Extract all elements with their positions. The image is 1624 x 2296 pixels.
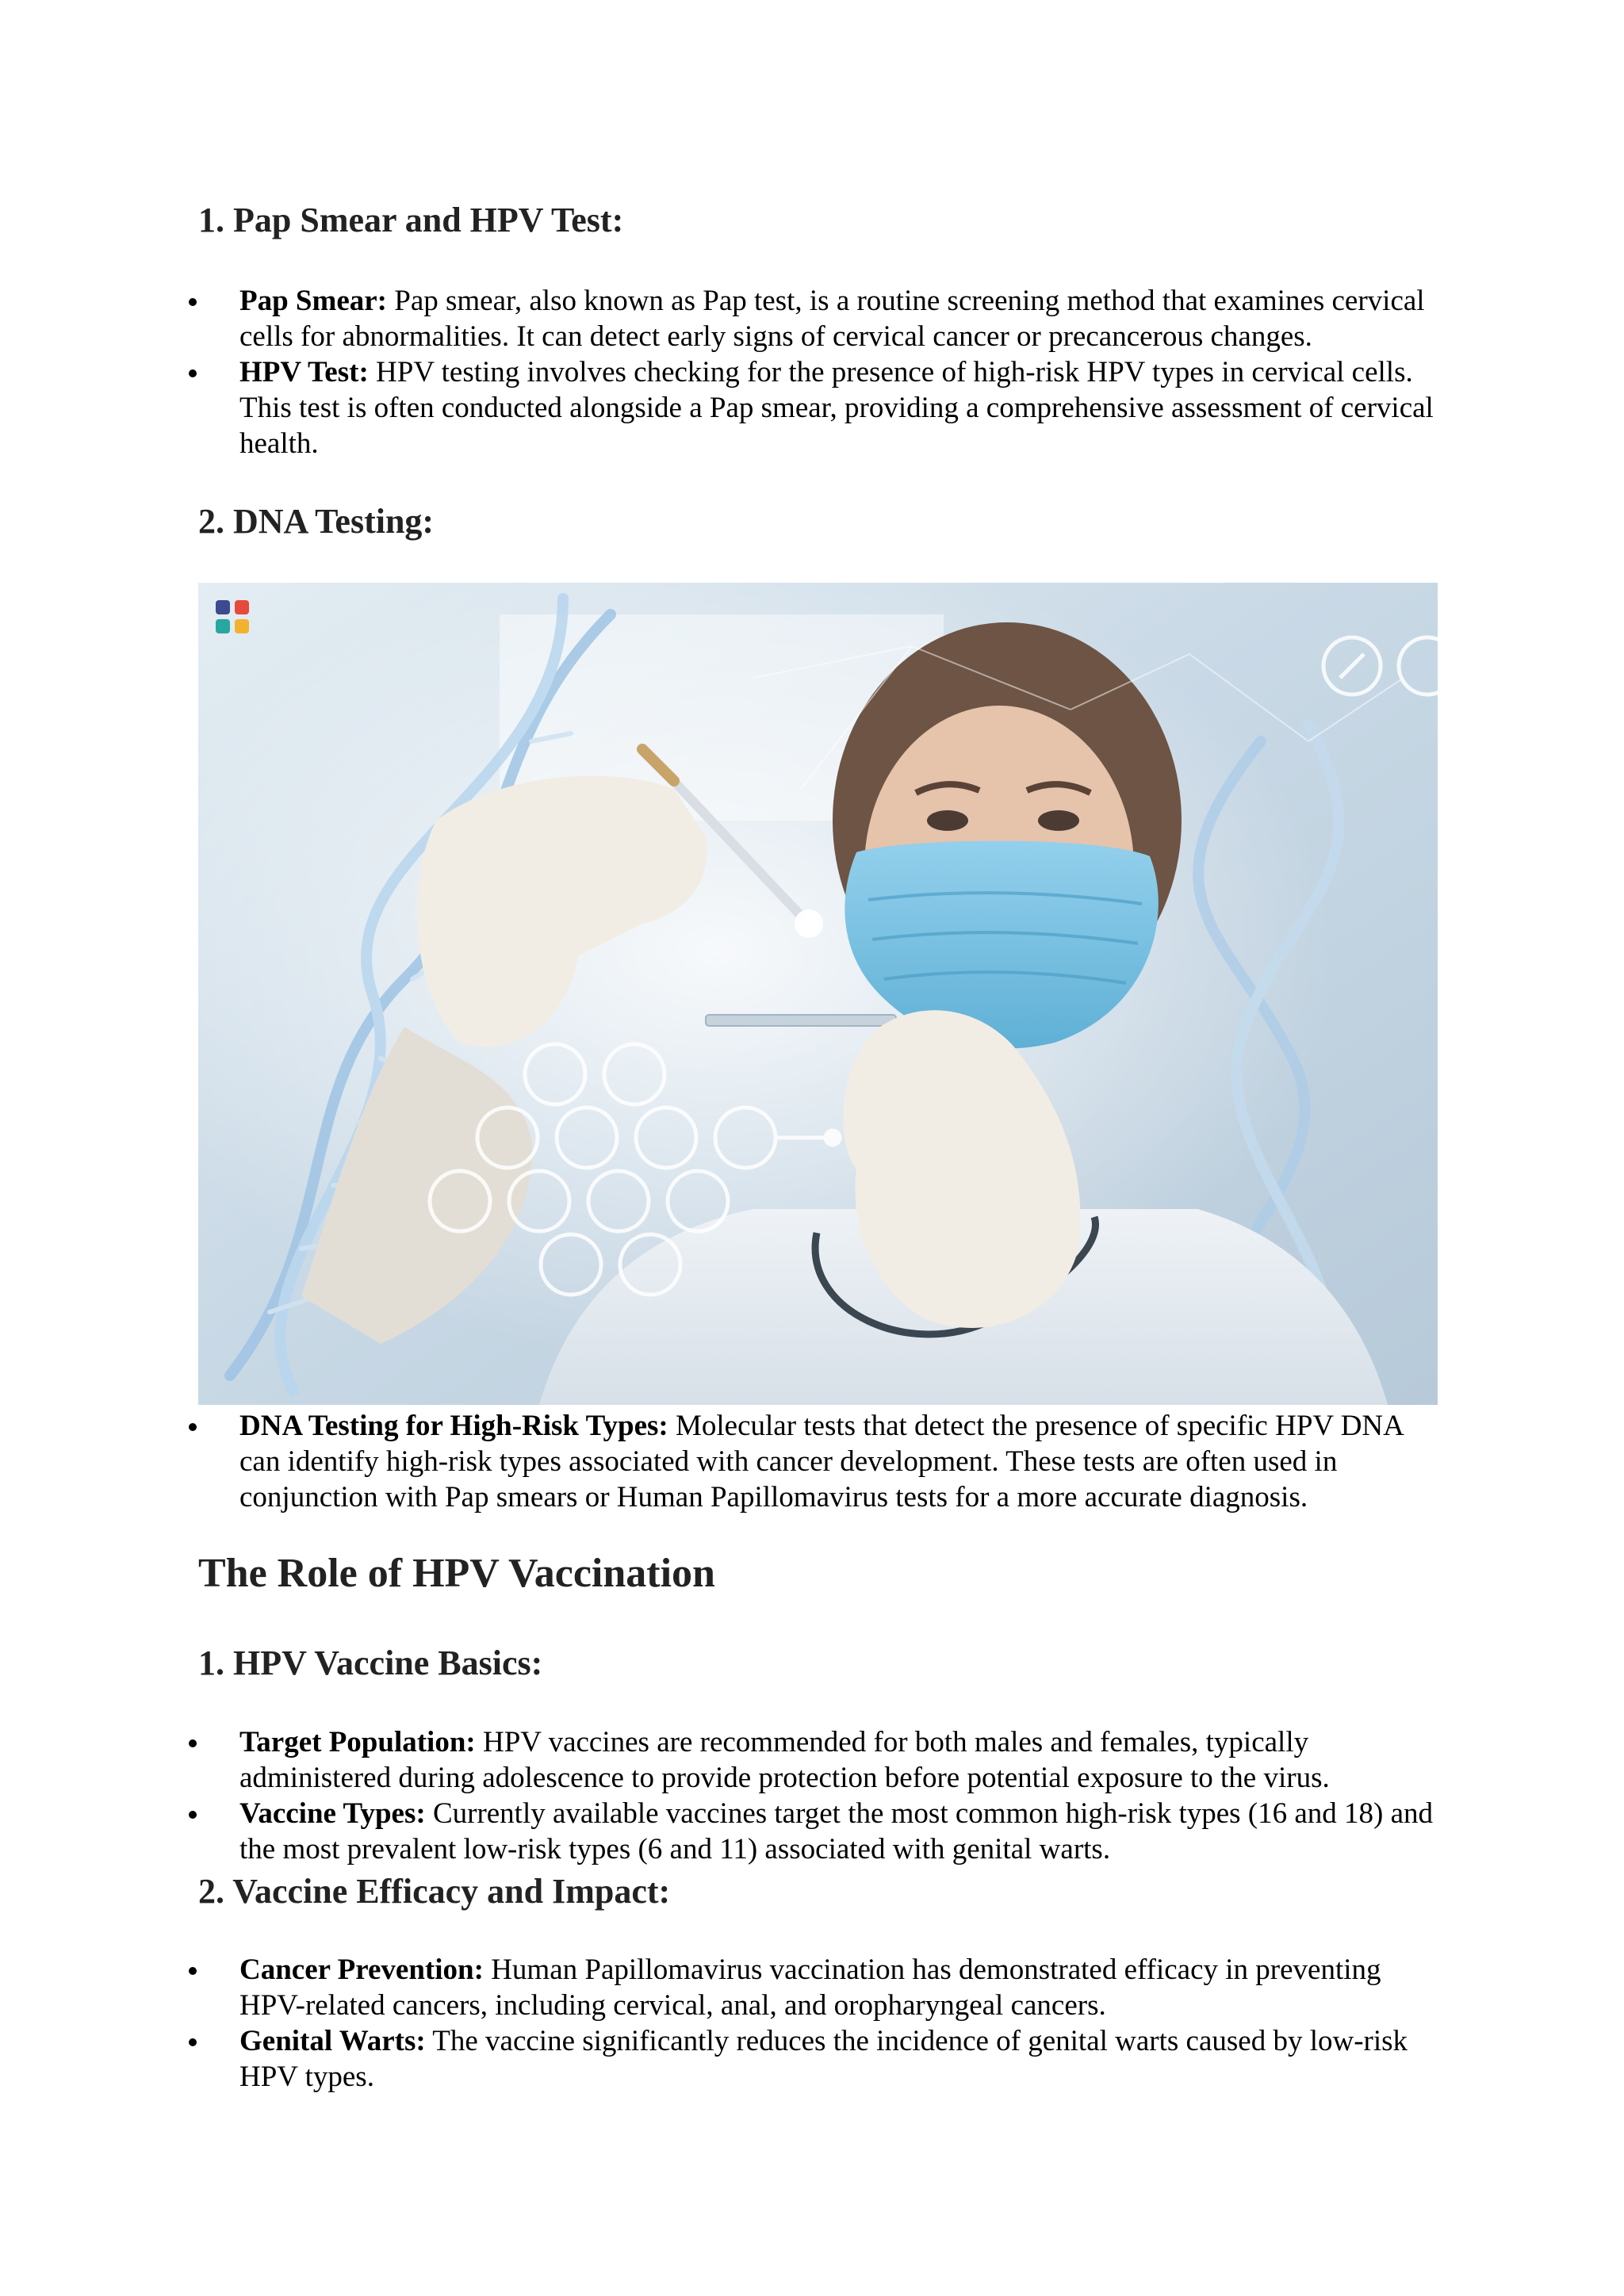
- bullet-icon: [189, 1739, 197, 1747]
- dna-bullet-list: [0, 1408, 1624, 1515]
- list-item: [0, 1952, 1437, 2023]
- bullet-icon: [189, 298, 197, 306]
- term-label: HPV Test:: [239, 356, 369, 388]
- list-item: [0, 283, 1437, 354]
- list-item: [0, 1724, 1437, 1796]
- term-label: DNA Testing for High-Risk Types:: [239, 1410, 668, 1442]
- term-label: Cancer Prevention:: [239, 1954, 484, 1986]
- efficacy-bullet-list: [0, 1952, 1624, 2095]
- bullet-icon: [189, 1811, 197, 1819]
- term-label: Pap Smear:: [239, 285, 387, 317]
- list-item: [0, 1796, 1437, 1867]
- basics-bullet-list: [0, 1724, 1624, 1867]
- heading-pap-smear-hpv-test: 1. Pap Smear and HPV Test:: [198, 201, 624, 239]
- term-label: Target Population:: [239, 1726, 476, 1758]
- illustration-svg: [198, 583, 1438, 1405]
- right-eye: [1038, 810, 1079, 831]
- list-item: [0, 1408, 1437, 1515]
- glass-slide: [706, 1015, 896, 1026]
- heading-dna-testing: 2. DNA Testing:: [198, 502, 435, 541]
- heading-hpv-vaccine-basics: 1. HPV Vaccine Basics:: [198, 1644, 543, 1682]
- heading-vaccine-efficacy-impact: 2. Vaccine Efficacy and Impact:: [198, 1872, 671, 1911]
- item-text: Molecular tests that detect the presence of specific HPV DNA can identify high-risk types associated with cancer development. These tests are often used in conjunction with Pap smears or Human Papillomavirus tests for a more accurate diagnosis.: [239, 1410, 1403, 1513]
- bullet-icon: [189, 1967, 197, 1975]
- item-text: Human Papillomavirus vaccination has demonstrated efficacy in preventing HPV-related cancers, including cervical, anal, and oropharyngeal cancers.: [239, 1954, 1381, 2022]
- left-eye: [927, 810, 968, 831]
- list-item: [0, 354, 1437, 461]
- bullet-icon: [189, 2038, 197, 2046]
- bullet-icon: [189, 369, 197, 377]
- lab-researcher-dna-illustration: [198, 583, 1438, 1405]
- bullet-icon: [189, 1423, 197, 1431]
- item-text: HPV vaccines are recommended for both males and females, typically administered during adolescence to provide protection before potential exposure to the virus.: [239, 1726, 1330, 1794]
- item-text: Currently available vaccines target the most common high-risk types (16 and 18) and the most prevalent low-risk types (6 and 11) associated with genital warts.: [239, 1797, 1434, 1866]
- item-text: Pap smear, also known as Pap test, is a routine screening method that examines cervical cells for abnormalities. It can detect early signs of cervical cancer or precancerous changes.: [239, 285, 1425, 353]
- pap-bullet-list: [0, 283, 1624, 461]
- term-label: Genital Warts:: [239, 2025, 426, 2057]
- sparkle-icon: [795, 909, 823, 938]
- item-text: The vaccine significantly reduces the incidence of genital warts caused by low-risk HPV types.: [239, 2025, 1408, 2093]
- item-text: HPV testing involves checking for the presence of high-risk HPV types in cervical cells. This test is often conducted alongside a Pap smear, providing a comprehensive assessment of cervical health.: [239, 356, 1434, 460]
- list-item: [0, 2023, 1437, 2095]
- term-label: Vaccine Types:: [239, 1797, 426, 1830]
- heading-role-of-hpv-vaccination: The Role of HPV Vaccination: [198, 1551, 715, 1596]
